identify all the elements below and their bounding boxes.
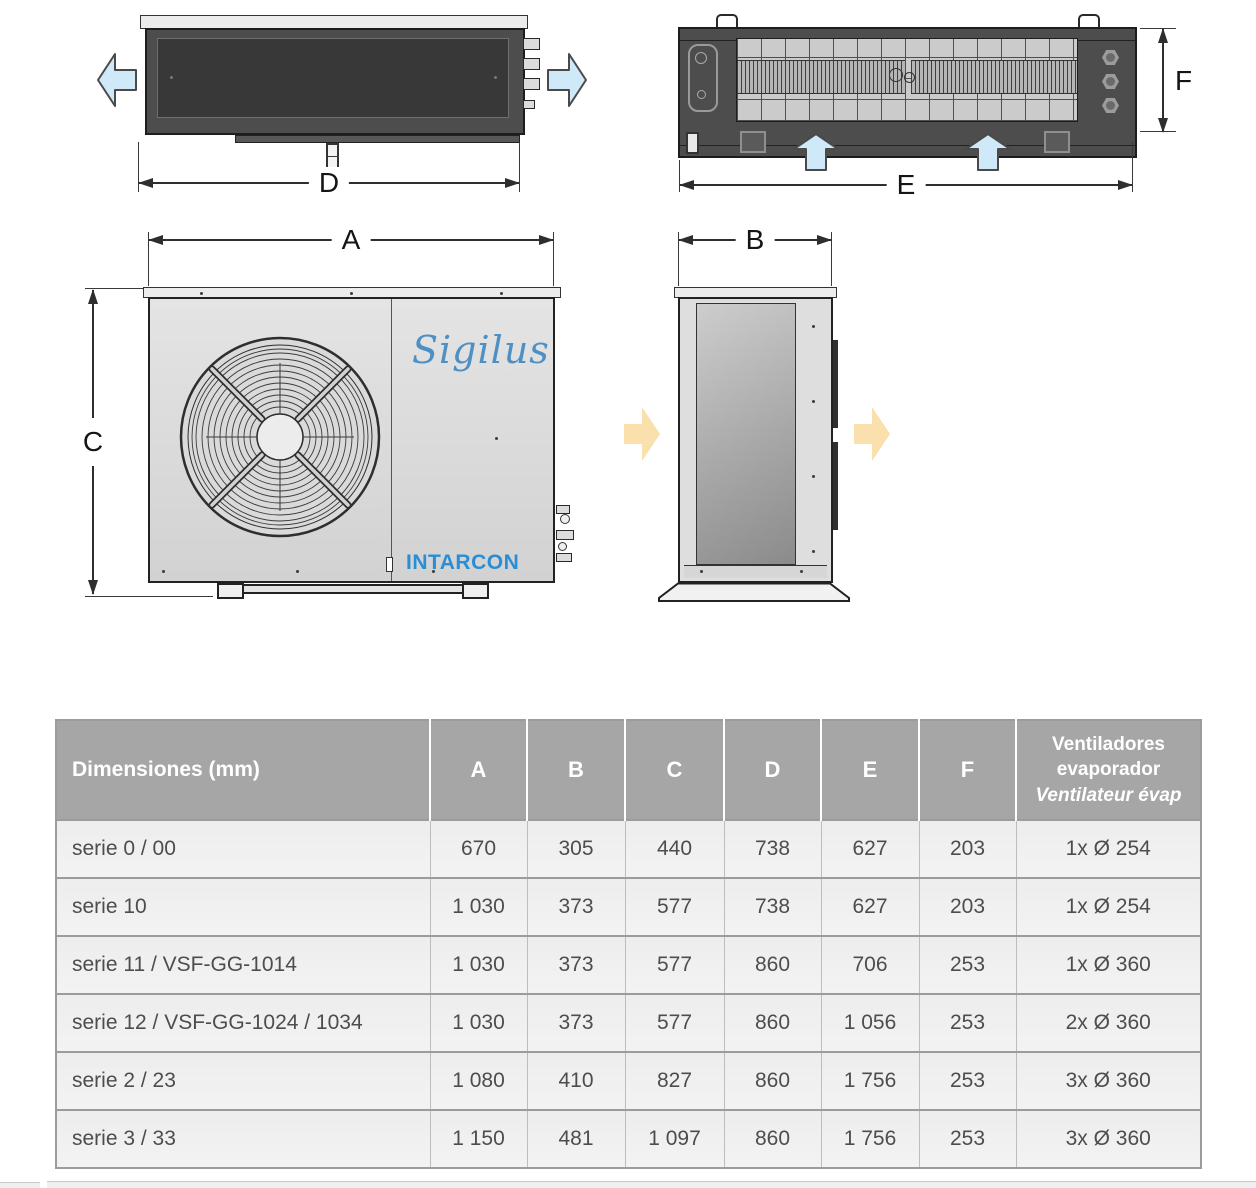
hinge <box>1044 131 1070 153</box>
dimension-value-cell: 305 <box>527 820 625 878</box>
fan-symbol-icon <box>889 68 903 82</box>
dimension-value-cell: 373 <box>527 936 625 994</box>
column-header-fans <box>1016 720 1201 820</box>
airflow-arrow-right-icon <box>546 48 588 112</box>
dimension-value-cell: 738 <box>724 878 821 936</box>
dimension-value-cell: 253 <box>919 1052 1016 1110</box>
fans-header-es2: evaporador <box>1056 759 1161 781</box>
dimension-value-cell: 670 <box>430 820 527 878</box>
dimension-value-cell: 481 <box>527 1110 625 1168</box>
service-valve <box>558 542 567 551</box>
dim-label-a: A <box>332 224 371 256</box>
series-name-cell: serie 0 / 00 <box>56 820 430 878</box>
dimension-value-cell: 1 097 <box>625 1110 724 1168</box>
dimension-value-cell: 3x Ø 360 <box>1016 1052 1201 1110</box>
dim-label-b: B <box>736 224 775 256</box>
dim-label-f: F <box>1175 64 1193 96</box>
unit-top-cap <box>140 15 528 29</box>
airflow-arrow-right-icon <box>852 402 892 466</box>
dimensions-table-body <box>56 820 1201 1168</box>
service-valve <box>556 505 570 514</box>
hinge <box>740 131 766 153</box>
coil-fins <box>911 60 1077 94</box>
table-row <box>56 878 1201 936</box>
table-row <box>56 1052 1201 1110</box>
dimension-value-cell: 860 <box>724 994 821 1052</box>
pipe-fitting <box>523 78 540 90</box>
series-name-cell: serie 11 / VSF-GG-1014 <box>56 936 430 994</box>
dimension-value-cell: 253 <box>919 994 1016 1052</box>
dimension-value-cell: 627 <box>821 878 919 936</box>
pedestal-base <box>656 582 852 603</box>
dimension-value-cell: 253 <box>919 1110 1016 1168</box>
dimension-value-cell: 1 756 <box>821 1110 919 1168</box>
dimension-value-cell: 440 <box>625 820 724 878</box>
dimension-value-cell: 3x Ø 360 <box>1016 1110 1201 1168</box>
dimension-value-cell: 2x Ø 360 <box>1016 994 1201 1052</box>
base-rail <box>238 584 464 594</box>
table-row <box>56 936 1201 994</box>
unit-bottom-tray <box>235 135 520 143</box>
dimension-value-cell: 373 <box>527 878 625 936</box>
dimension-value-cell: 577 <box>625 878 724 936</box>
dimension-value-cell: 860 <box>724 1052 821 1110</box>
dimension-value-cell: 627 <box>821 820 919 878</box>
fan-symbol-icon <box>904 72 915 83</box>
next-section-strip <box>47 1181 1256 1188</box>
dimension-value-cell: 410 <box>527 1052 625 1110</box>
airflow-arrow-up-icon <box>788 132 844 172</box>
next-section-strip <box>0 1182 40 1188</box>
dimension-value-cell: 738 <box>724 820 821 878</box>
fans-header-fr: Ventilateur évap <box>1035 784 1182 806</box>
dimension-value-cell: 706 <box>821 936 919 994</box>
airflow-arrow-up-icon <box>960 132 1016 172</box>
dimension-value-cell: 1 080 <box>430 1052 527 1110</box>
column-header-dimensions: Dimensiones (mm) <box>56 720 430 820</box>
airflow-arrow-right-icon <box>622 402 662 466</box>
dimension-value-cell: 1 756 <box>821 1052 919 1110</box>
pipe-fitting <box>523 38 540 50</box>
column-header-a: A <box>430 720 527 820</box>
service-valve <box>556 530 574 540</box>
series-name-cell: serie 3 / 33 <box>56 1110 430 1168</box>
dimension-value-cell: 1 030 <box>430 994 527 1052</box>
dimensions-table <box>55 719 1202 1169</box>
column-header-b: B <box>527 720 625 820</box>
foot <box>462 583 489 599</box>
column-header-f: F <box>919 720 1016 820</box>
dimension-value-cell: 860 <box>724 1110 821 1168</box>
dimension-value-cell: 577 <box>625 936 724 994</box>
table-row <box>56 1110 1201 1168</box>
dim-label-d: D <box>309 167 349 199</box>
dimension-value-cell: 1 030 <box>430 878 527 936</box>
coil-edge <box>833 340 838 428</box>
pipe-fitting <box>523 100 535 109</box>
coil-fins <box>737 60 905 94</box>
table-row <box>56 820 1201 878</box>
airflow-arrow-left-icon <box>96 48 138 112</box>
pipe-fitting <box>523 58 540 70</box>
series-name-cell: serie 2 / 23 <box>56 1052 430 1110</box>
coil-panel <box>696 303 796 565</box>
brand-logo: INTARCON <box>406 551 520 574</box>
drain-pipe <box>686 132 699 154</box>
table-row <box>56 994 1201 1052</box>
series-name-cell: serie 12 / VSF-GG-1024 / 1034 <box>56 994 430 1052</box>
series-name-cell: serie 10 <box>56 878 430 936</box>
dimension-value-cell: 373 <box>527 994 625 1052</box>
dimension-value-cell: 1 030 <box>430 936 527 994</box>
fans-header-es1: Ventiladores <box>1052 734 1165 756</box>
fan-grille-icon <box>178 335 382 539</box>
product-logo: Sigilus <box>412 328 550 372</box>
service-valve <box>556 553 572 562</box>
column-header-e: E <box>821 720 919 820</box>
column-header-c: C <box>625 720 724 820</box>
dim-label-c: C <box>79 418 107 466</box>
dimension-value-cell: 1 056 <box>821 994 919 1052</box>
panel-latch <box>386 557 393 572</box>
unit-front-panel <box>157 38 509 118</box>
service-valve <box>560 514 570 524</box>
foot <box>217 583 244 599</box>
dimension-value-cell: 253 <box>919 936 1016 994</box>
coil-edge <box>833 442 838 530</box>
dimension-value-cell: 577 <box>625 994 724 1052</box>
dimension-value-cell: 203 <box>919 878 1016 936</box>
dimension-value-cell: 203 <box>919 820 1016 878</box>
table-header-row <box>56 720 1201 820</box>
dimension-value-cell: 827 <box>625 1052 724 1110</box>
dimension-value-cell: 1x Ø 360 <box>1016 936 1201 994</box>
base-strip <box>684 565 827 578</box>
column-header-d: D <box>724 720 821 820</box>
dimension-value-cell: 1 150 <box>430 1110 527 1168</box>
dimension-value-cell: 1x Ø 254 <box>1016 820 1201 878</box>
dim-label-e: E <box>887 169 926 201</box>
dimension-value-cell: 860 <box>724 936 821 994</box>
dimension-value-cell: 1x Ø 254 <box>1016 878 1201 936</box>
